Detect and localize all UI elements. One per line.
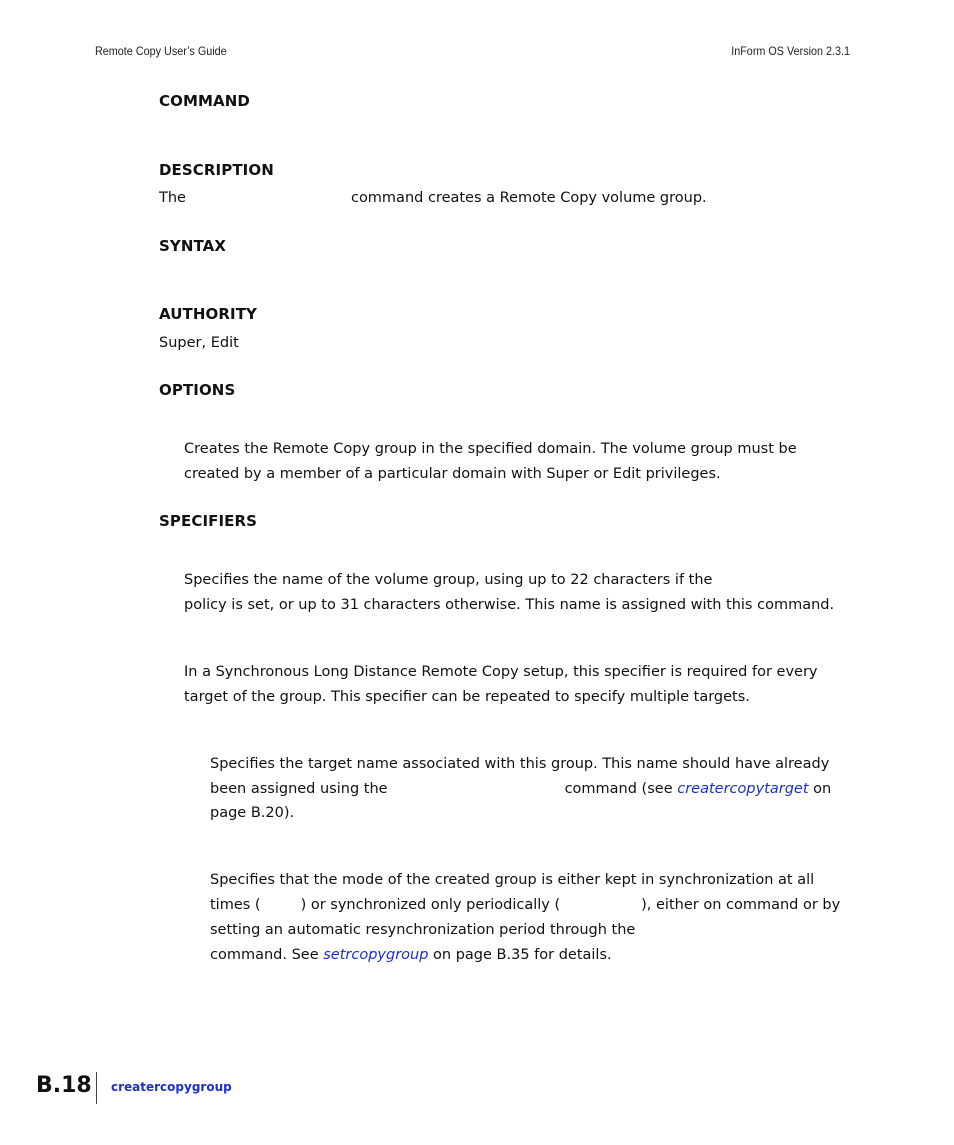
page-number: B.18 [36,1073,92,1098]
description-text: The command creates a Remote Copy volume group. [159,190,707,206]
heading-specifiers: SPECIFIERS [159,512,258,530]
creatercopytarget-link[interactable]: creatercopytarget [677,781,809,797]
heading-syntax: SYNTAX [159,237,227,255]
heading-options: OPTIONS [159,381,236,399]
specifier-sld-line1: In a Synchronous Long Distance Remote Copy setup, this specifier is required for every [184,664,818,680]
specifier-sld-line2: target of the group. This specifier can be repeated to specify multiple targets. [184,689,750,705]
heading-authority: AUTHORITY [159,305,257,323]
target-desc-line2: been assigned using the command (see creatercopytarget on [210,781,832,797]
target-desc-line3: page B.20). [210,805,295,821]
authority-text: Super, Edit [159,335,239,351]
heading-command: COMMAND [159,92,250,110]
mode-desc-line3: setting an automatic resynchronization period through the [210,922,636,938]
setrcopygroup-link[interactable]: setrcopygroup [323,947,429,963]
mode-desc-line4: command. See setrcopygroup on page B.35 for details. [210,947,612,963]
mode-desc-line2: times ( ) or synchronized only periodically ( ), either on command or by [210,897,841,913]
option-domain-line1: Creates the Remote Copy group in the specified domain. The volume group must be [184,441,797,457]
option-domain-line2: created by a member of a particular domain with Super or Edit privileges. [184,466,721,482]
running-header-version: InForm OS Version 2.3.1 [731,44,850,58]
mode-desc-line1: Specifies that the mode of the created group is either kept in synchronization at all [210,872,815,888]
specifier-group-name-line1: Specifies the name of the volume group, using up to 22 characters if the [184,572,713,588]
footer-command-link[interactable]: creatercopygroup [111,1080,232,1094]
specifier-group-name-line2: policy is set, or up to 31 characters otherwise. This name is assigned with this command. [184,597,835,613]
target-desc-line1: Specifies the target name associated with this group. This name should have already [210,756,830,772]
footer-divider [96,1072,97,1104]
running-header-title: Remote Copy User’s Guide [95,44,227,58]
heading-description: DESCRIPTION [159,161,274,179]
